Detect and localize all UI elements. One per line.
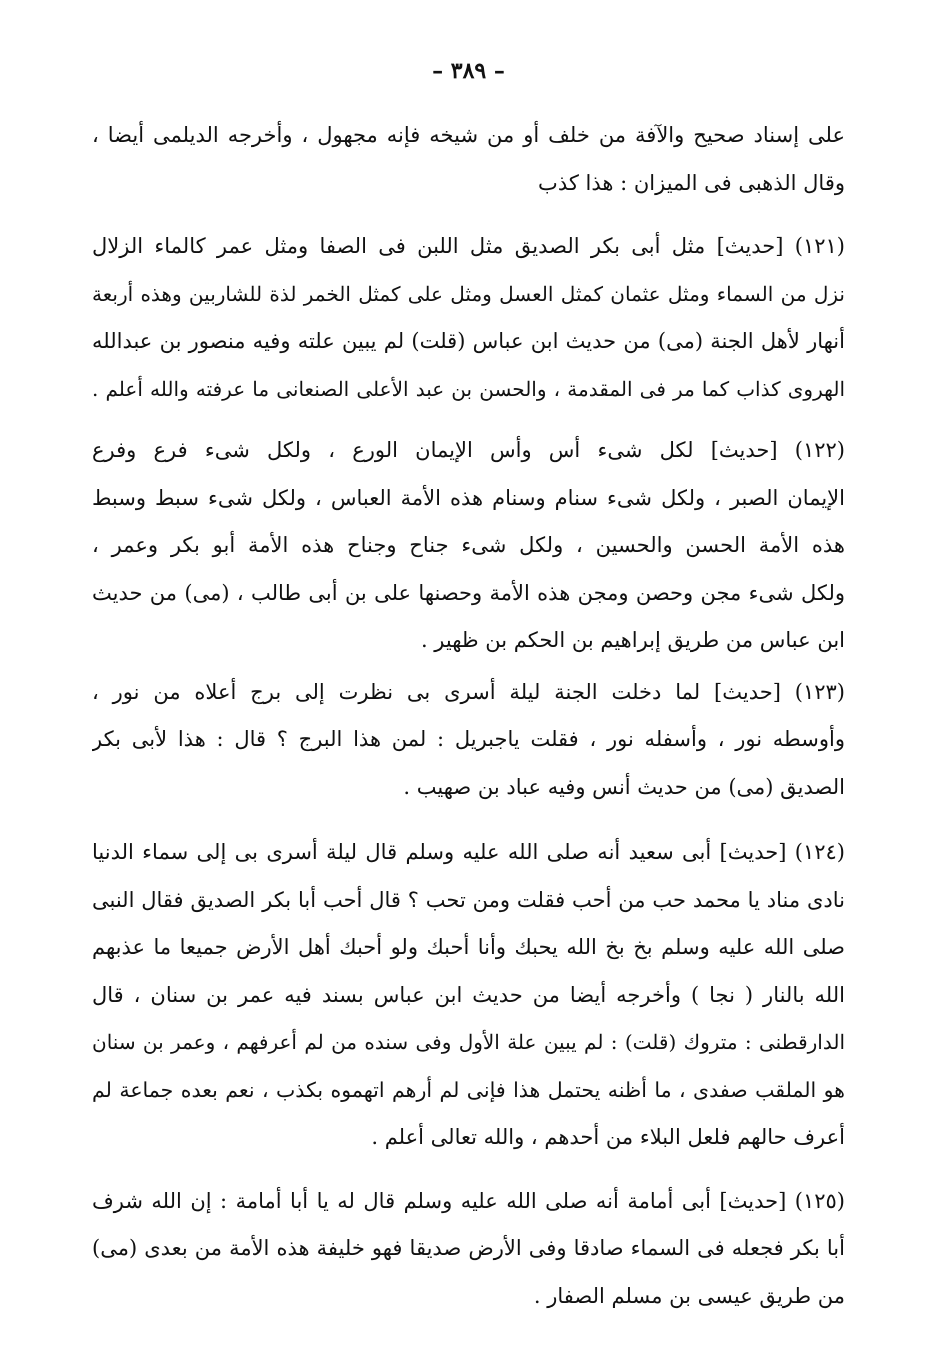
text-line: من طريق عيسى بن مسلم الصفار . [533, 1283, 845, 1308]
paragraph-hadith-123 [92, 669, 845, 812]
text-line: الدارقطنى : متروك (قلت) : لم يبين علة الأول وفى سنده من لم أعرفهم ، وعمر بن سنان [92, 1030, 845, 1054]
page-number: – ٣٨٩ – [432, 58, 505, 84]
text-line: وقال الذهبى فى الميزان : هذا كذب [538, 170, 845, 195]
text-line: (١٢٥) [حديث] أبى أمامة أنه صلى الله عليه وسلم قال له يا أبا أمامة : إن الله شرف [92, 1188, 845, 1213]
text-line: الهروى كذاب كما مر فى المقدمة ، والحسن بن عبد الأعلى الصنعانى ما عرفته والله أعلم . [92, 376, 845, 401]
paragraph-hadith-121 [92, 223, 845, 413]
text-line: هو الملقب صفدى ، ما أظنه يحتمل هذا فإنى لم أرهم اتهموه بكذب ، نعم بعده جماعة لم [92, 1077, 845, 1102]
text-line: (١٢٢) [حديث] لكل شىء أس وأس الإيمان الورع ، ولكل شىء فرع وفرع [92, 438, 845, 462]
text-line: ولكل شىء مجن وحصن ومجن هذه الأمة وحصنها على بن أبى طالب ، (مى) من حديث [92, 580, 845, 605]
text-body [92, 112, 845, 1320]
text-line: وأوسطه نور ، وأسفله نور ، فقلت ياجبريل : لمن هذا البرج ؟ قال : هذا لأبى بكر [92, 727, 845, 751]
text-line: (١٢٤) [حديث] أبى سعيد أنه صلى الله عليه وسلم قال ليلة أسرى بى إلى سماء الدنيا [92, 840, 845, 864]
text-line: (١٢١) [حديث] مثل أبى بكر الصديق مثل اللبن فى الصفا ومثل عمر كالماء الزلال [92, 234, 845, 258]
text-line: الصديق (مى) من حديث أنس وفيه عباد بن صهيب . [403, 774, 845, 799]
text-line: أعرف حالهم فلعل البلاء من أحدهم ، والله تعالى أعلم . [371, 1125, 845, 1149]
text-line: الإيمان الصبر ، ولكل شىء سنام وسنام هذه الأمة العباس ، ولكل شىء سبط وسبط [92, 485, 845, 510]
text-line: نادى مناد يا محمد حب من أحب فقلت ومن تحب ؟ قال أحب أبا بكر الصديق فقال النبى [92, 887, 845, 912]
paragraph-intro [92, 112, 845, 207]
text-line: أبا بكر فجعله فى السماء صادقا وفى الأرض صديقا فهو خليفة هذه الأمة من بعدى (مى) [92, 1236, 845, 1260]
text-line: هذه الأمة الحسن والحسين ، ولكل شىء جناح وجناح هذه الأمة أبو بكر وعمر ، [92, 533, 845, 557]
text-line: الله بالنار ( نجا ) وأخرجه أيضا من حديث ابن عباس بسند فيه عمر بن سنان ، قال [92, 982, 845, 1007]
text-line: أنهار لأهل الجنة (مى) من حديث ابن عباس (قلت) لم يبين علته وفيه منصور بن عبدالله [92, 329, 845, 353]
text-line: (١٢٣) [حديث] لما دخلت الجنة ليلة أسرى بى نظرت إلى برج أعلاه من نور ، [92, 679, 845, 704]
text-line: على إسناد صحيح والآفة من خلف أو من شيخه فإنه مجهول ، وأخرجه الديلمى أيضا ، [92, 123, 845, 147]
text-line: صلى الله عليه وسلم بخ بخ الله يحبك وأنا أحبك ولو أحبك أهل الأرض جميعا ما عذبهم [92, 935, 845, 959]
text-line: ابن عباس من طريق إبراهيم بن الحكم بن ظهير . [420, 628, 845, 652]
paragraph-hadith-125 [92, 1178, 845, 1321]
paragraph-hadith-122 [92, 427, 845, 665]
text-line: نزل من السماء ومثل عثمان كمثل العسل ومثل على كمثل الخمر لذة للشاربين وهذه أربعة [92, 281, 845, 306]
paragraph-hadith-124 [92, 829, 845, 1162]
